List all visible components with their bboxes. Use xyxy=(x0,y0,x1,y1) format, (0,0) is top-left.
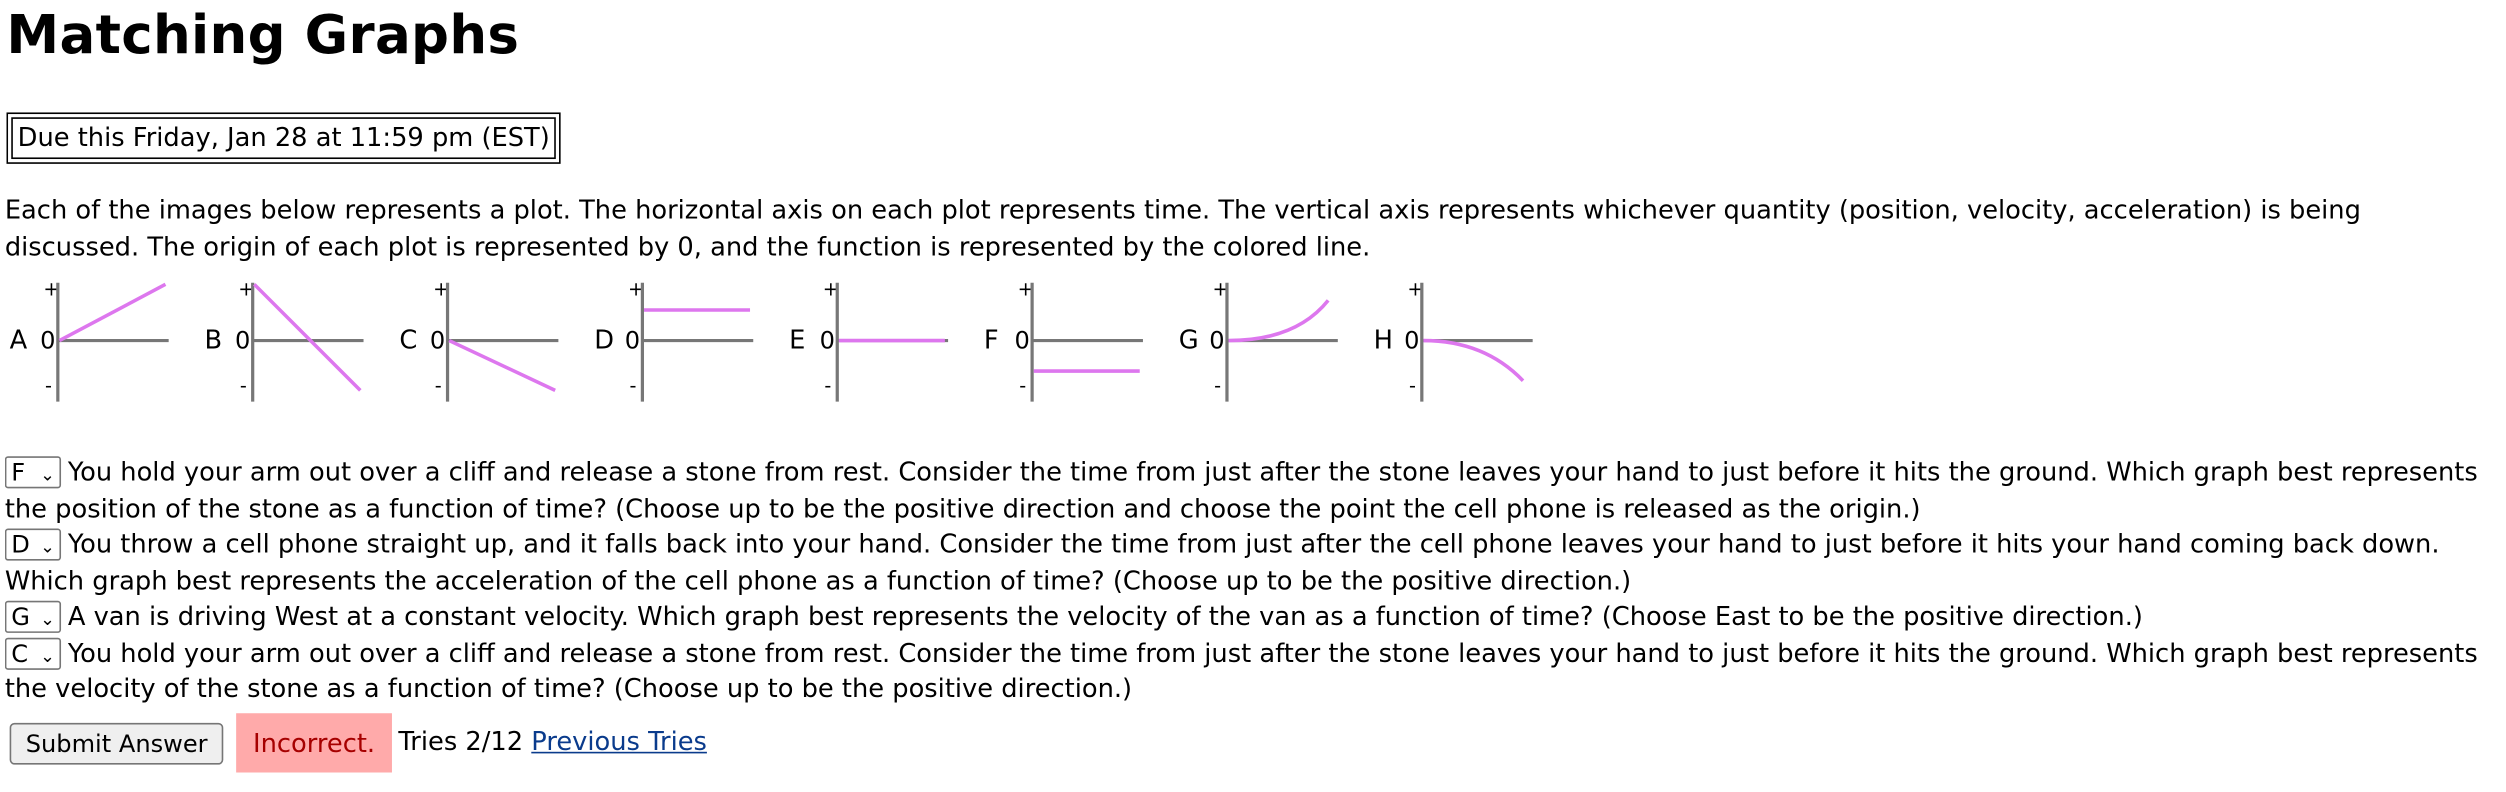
graph-letter-a: A xyxy=(9,325,28,356)
graph-zero-label: 0 xyxy=(1209,326,1225,355)
answer-select-4[interactable]: C ⌄ xyxy=(5,637,62,669)
question-text-4: You hold your arm out over a cliff and release a stone from rest. Consider the time from just after the stone leaves your hand to just before it hits the ground. Which graph best represents the velocity of the stone as a function of time? (Choose up to be the positive direction.) xyxy=(4,636,2478,704)
graph-plus-label: + xyxy=(822,277,839,301)
graph-minus-label: - xyxy=(239,373,247,397)
submit-answer-button[interactable]: Submit Answer xyxy=(10,723,224,765)
graph-plus-label: + xyxy=(627,277,645,301)
question-1 xyxy=(5,455,2487,527)
answer-select-2[interactable]: D ⌄ xyxy=(5,529,62,561)
graph-plus-label: + xyxy=(1212,277,1229,301)
graph-options xyxy=(0,273,1574,410)
graph-zero-label: 0 xyxy=(429,326,446,355)
tries-count: Tries 2/12 xyxy=(398,726,524,757)
graph-line-h xyxy=(1423,341,1523,381)
graph-zero-label: 0 xyxy=(235,326,251,355)
graph-zero-label: 0 xyxy=(40,326,56,355)
due-date-box xyxy=(6,112,561,163)
graph-minus-label: - xyxy=(1408,373,1416,397)
graph-plus-label: + xyxy=(1407,277,1424,301)
graph-minus-label: - xyxy=(1019,373,1027,397)
graph-minus-label: - xyxy=(1214,373,1222,397)
graph-letter-g: G xyxy=(1178,325,1199,356)
graph-plus-label: + xyxy=(433,277,450,301)
graph-line-g xyxy=(1229,300,1329,340)
page-title: Matching Graphs xyxy=(6,3,520,66)
graph-letter-f: F xyxy=(983,325,999,356)
graph-letter-d: D xyxy=(594,325,614,356)
previous-tries-link[interactable]: Previous Tries xyxy=(531,726,707,757)
graph-line-a xyxy=(59,284,165,340)
result-badge: Incorrect. xyxy=(236,713,392,772)
graph-letter-h: H xyxy=(1373,325,1393,356)
question-3 xyxy=(5,599,2487,635)
due-date-text: Due this Friday, Jan 28 at 11:59 pm (EST) xyxy=(11,117,556,159)
graph-options-svg xyxy=(0,273,1574,410)
graph-minus-label: - xyxy=(629,373,637,397)
graph-letter-c: C xyxy=(399,325,418,356)
chevron-down-icon: ⌄ xyxy=(40,644,55,666)
question-list xyxy=(5,455,2487,708)
question-text-2: You throw a cell phone straight up, and it falls back into your hand. Consider the time from just after the cell phone leaves your hand to just before it hits your hand coming back down. Which graph best represents the acceleration of the cell phone as a function of time? (Choose up to be the positive direction.) xyxy=(4,528,2440,596)
graph-zero-label: 0 xyxy=(1404,326,1420,355)
graph-minus-label: - xyxy=(824,373,832,397)
question-4 xyxy=(5,635,2487,707)
graph-minus-label: - xyxy=(44,373,52,397)
chevron-down-icon: ⌄ xyxy=(40,536,55,558)
question-2 xyxy=(5,527,2487,599)
graph-line-c xyxy=(449,341,555,391)
instructions-text: Each of the images below represents a plot. The horizontal axis on each plot represents time. The vertical axis represents whichever quantity (position, velocity, acceleration) is being discussed. The origin of each plot is represented by 0, and the function is represented by the colored line. xyxy=(4,194,2361,262)
chevron-down-icon: ⌄ xyxy=(40,608,55,630)
answer-select-1[interactable]: F ⌄ xyxy=(5,456,62,488)
question-text-1: You hold your arm out over a cliff and release a stone from rest. Consider the time from just after the stone leaves your hand to just before it hits the ground. Which graph best represents the position of the stone as a function of time? (Choose up to be the positive direction and choose the point the cell phone is released as the origin.) xyxy=(4,456,2478,523)
graph-plus-label: + xyxy=(43,277,60,301)
graph-zero-label: 0 xyxy=(624,326,641,355)
graph-line-b xyxy=(254,284,360,390)
graph-plus-label: + xyxy=(1017,277,1034,301)
question-text-3: A van is driving West at a constant velocity. Which graph best represents the velocity of the van as a function of time? (Choose East to be the positive direction.) xyxy=(67,600,2143,632)
chevron-down-icon: ⌄ xyxy=(40,464,55,486)
graph-zero-label: 0 xyxy=(1014,326,1030,355)
answer-select-3[interactable]: G ⌄ xyxy=(5,601,62,633)
tries-info xyxy=(398,724,707,759)
graph-letter-e: E xyxy=(789,325,806,356)
graph-zero-label: 0 xyxy=(819,326,835,355)
graph-minus-label: - xyxy=(434,373,442,397)
graph-plus-label: + xyxy=(238,277,255,301)
graph-letter-b: B xyxy=(204,325,223,356)
